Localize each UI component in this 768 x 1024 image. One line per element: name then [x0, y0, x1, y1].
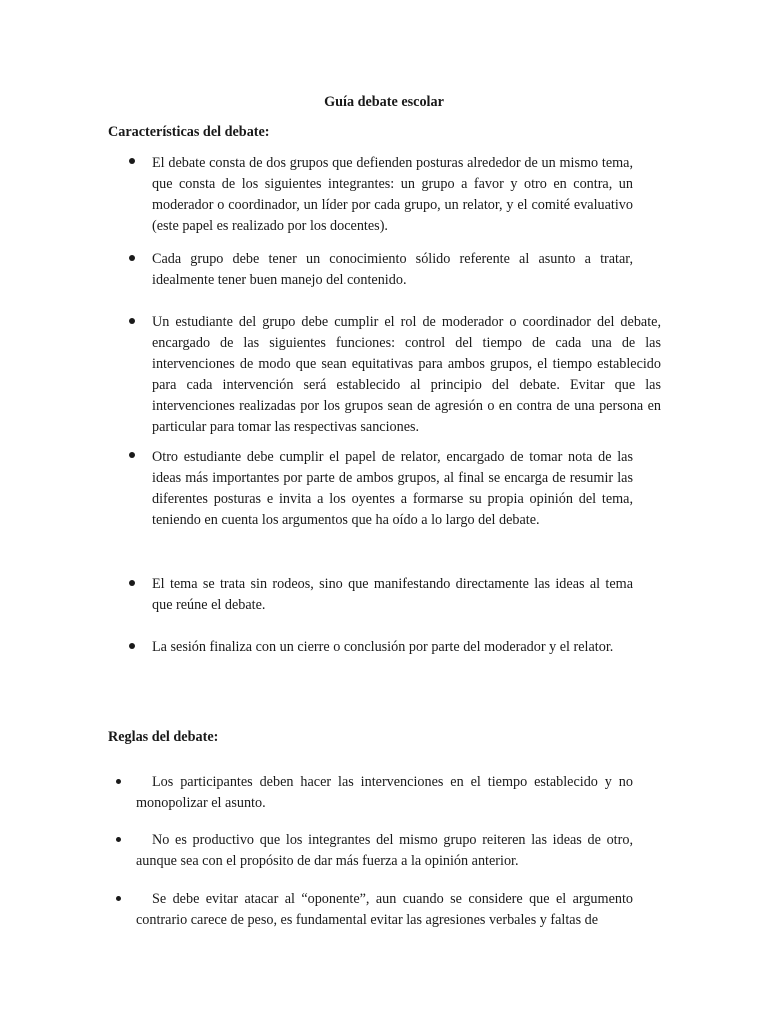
bullet-icon — [116, 779, 124, 787]
list-item: El debate consta de dos grupos que defienden posturas alrededor de un mismo tema, que consta de los siguientes integrantes: un grupo a favor y otro en contra, un moderador o coordinador, un líder por cada grupo, un relator, y el comité evaluativo (este papel es realizado por los docentes). — [152, 155, 633, 234]
list-item: Un estudiante del grupo debe cumplir el rol de moderador o coordinador del debate, encargado de las siguientes funciones: control del tiempo de cada una de las intervenciones de modo que sean equitativas para ambos grupos, el tiempo establecido para cada intervención será establecido al principio del debate. Evitar que las intervenciones realizadas por los grupos sean de agresión o en contra de una persona en particular para tomar las respectivas sanciones. — [152, 314, 661, 435]
list-item: No es productivo que los integrantes del mismo grupo reiteren las ideas de otro, aunque sea con el propósito de dar más fuerza a la opinión anterior. — [136, 832, 633, 869]
list-item: Los participantes deben hacer las intervenciones en el tiempo establecido y no monopolizar el asunto. — [136, 774, 633, 811]
bullet-icon — [129, 158, 137, 166]
bullet-icon — [116, 837, 124, 845]
list-item: Otro estudiante debe cumplir el papel de relator, encargado de tomar nota de las ideas más importantes por parte de ambos grupos, al final se encarga de resumir las diferentes posturas e invita a los oyentes a formarse su propia opinión del tema, teniendo en cuenta los argumentos que ha oído a lo largo del debate. — [152, 449, 633, 528]
bullet-icon — [129, 255, 137, 263]
bullet-icon — [129, 580, 137, 588]
bullet-icon — [129, 643, 137, 651]
bullet-icon — [116, 896, 124, 904]
characteristics-heading: Características del debate: — [108, 124, 270, 140]
list-item: Se debe evitar atacar al “oponente”, aun cuando se considere que el argumento contrario carece de peso, es fundamental evitar las agresiones verbales y faltas de — [136, 891, 633, 928]
bullet-icon — [129, 318, 137, 326]
rules-heading: Reglas del debate: — [108, 729, 219, 745]
list-item: La sesión finaliza con un cierre o conclusión por parte del moderador y el relator. — [152, 639, 614, 655]
list-item: El tema se trata sin rodeos, sino que manifestando directamente las ideas al tema que reúne el debate. — [152, 576, 633, 613]
document-title: Guía debate escolar — [324, 94, 444, 110]
bullet-icon — [129, 452, 137, 460]
list-item: Cada grupo debe tener un conocimiento sólido referente al asunto a tratar, idealmente tener buen manejo del contenido. — [152, 251, 633, 288]
